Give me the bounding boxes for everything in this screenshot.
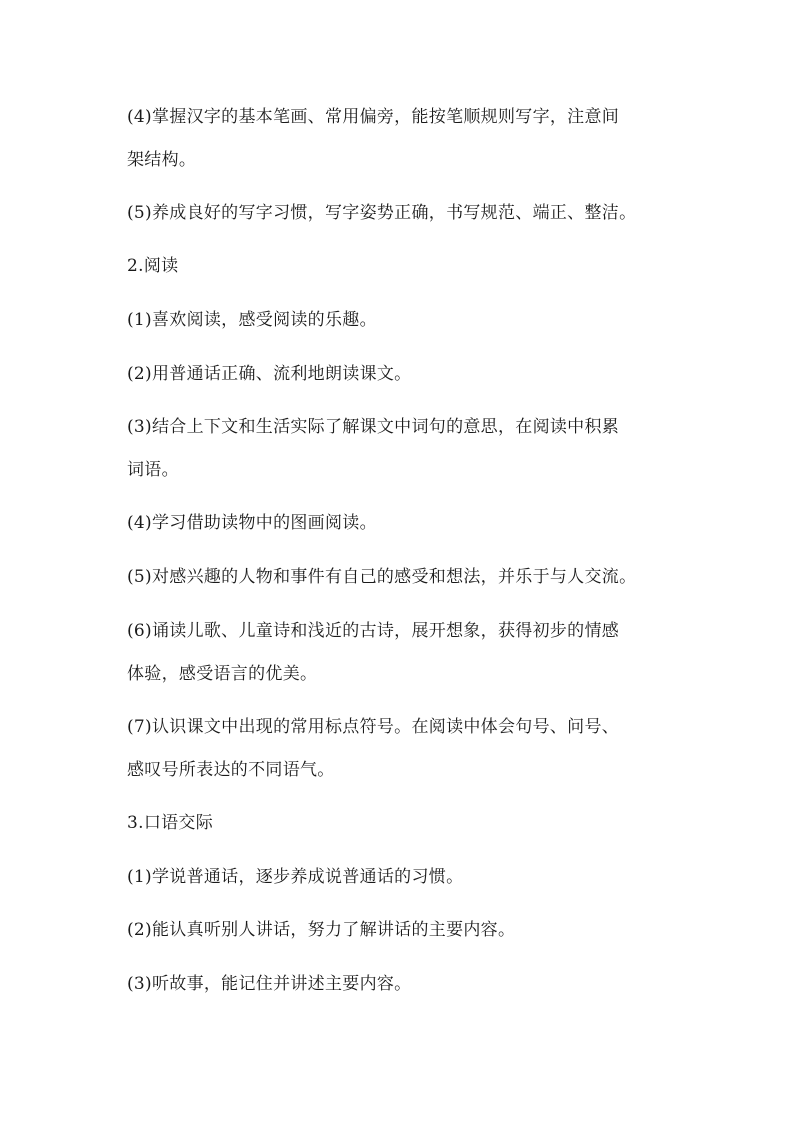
text-line: 感叹号所表达的不同语气。 <box>127 760 335 780</box>
text-line: (3)听故事，能记住并讲述主要内容。 <box>127 974 412 994</box>
text-line: 词语。 <box>127 460 179 480</box>
section-heading: 3.口语交际 <box>127 813 214 833</box>
text-line: (4)掌握汉字的基本笔画、常用偏旁，能按笔顺规则写字，注意间 <box>127 107 620 127</box>
text-line: (2)用普通话正确、流利地朗读课文。 <box>127 364 412 384</box>
text-line: (2)能认真听别人讲话，努力了解讲话的主要内容。 <box>127 920 516 940</box>
text-line: (1)学说普通话，逐步养成说普通话的习惯。 <box>127 867 464 887</box>
text-line: (1)喜欢阅读，感受阅读的乐趣。 <box>127 310 377 330</box>
text-line: 体验，感受语言的优美。 <box>127 664 318 684</box>
text-line: (6)诵读儿歌、儿童诗和浅近的古诗，展开想象，获得初步的情感 <box>127 621 620 641</box>
section-heading: 2.阅读 <box>127 256 179 276</box>
text-line: (3)结合上下文和生活实际了解课文中词句的意思，在阅读中积累 <box>127 417 620 437</box>
text-line: (7)认识课文中出现的常用标点符号。在阅读中体会句号、问号、 <box>127 717 620 737</box>
text-line: 架结构。 <box>127 150 197 170</box>
text-line: (4)学习借助读物中的图画阅读。 <box>127 513 377 533</box>
text-line: (5)养成良好的写字习惯，写字姿势正确，书写规范、端正、整洁。 <box>127 203 637 223</box>
text-line: (5)对感兴趣的人物和事件有自己的感受和想法，并乐于与人交流。 <box>127 567 637 587</box>
